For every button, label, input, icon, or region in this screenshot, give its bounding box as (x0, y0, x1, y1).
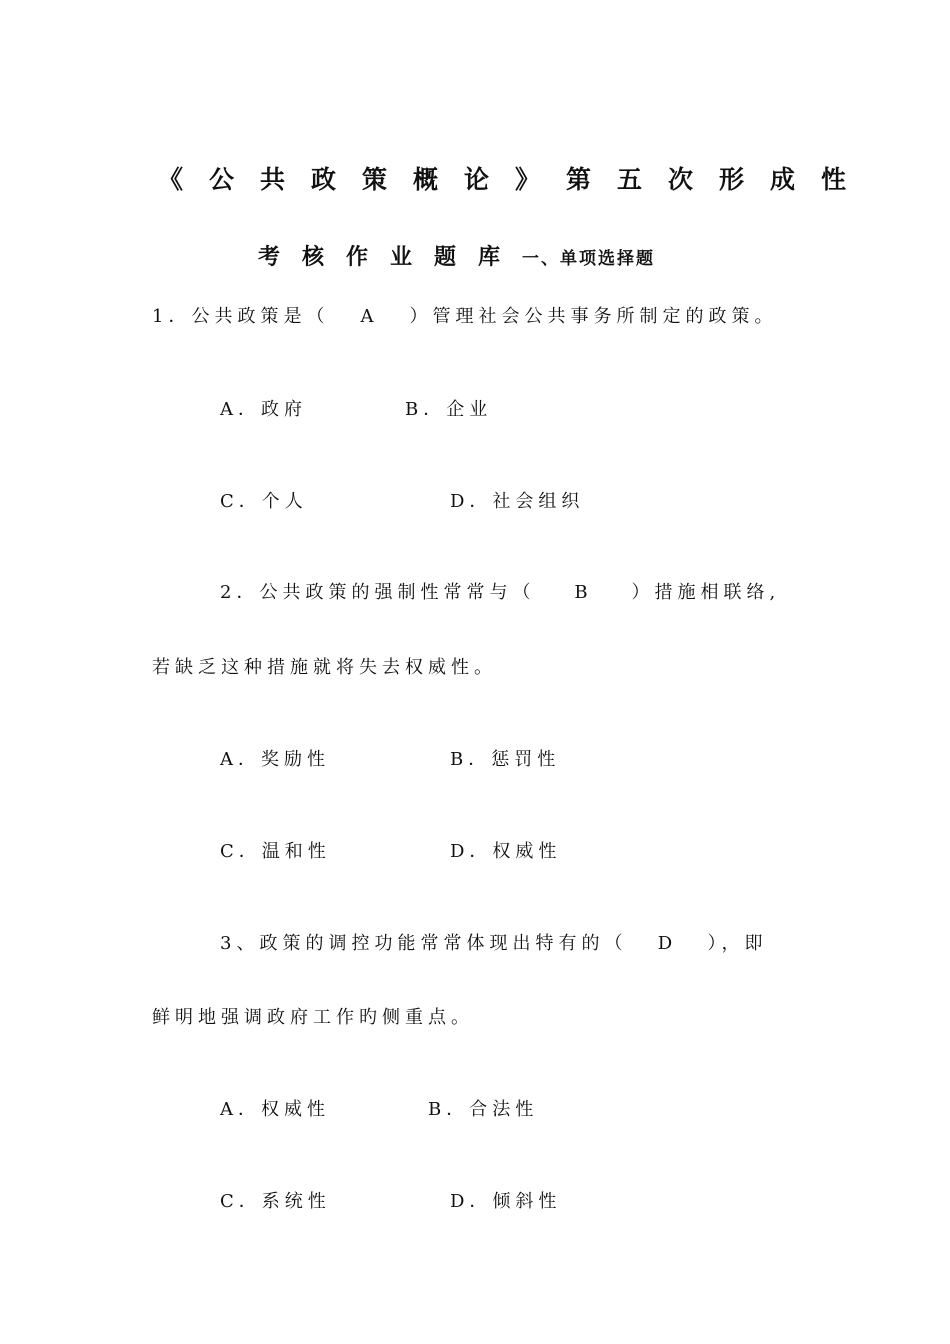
question-2-option-a: A．奖励性 (220, 749, 330, 770)
question-2-text-after: ）措施相联络, (631, 582, 781, 603)
question-3-answer: D (657, 933, 678, 954)
question-2-option-c: C．温和性 (220, 841, 331, 862)
question-2-answer: B (574, 582, 593, 603)
question-3-option-d: D．倾斜性 (450, 1191, 562, 1212)
document-title-line1: 《公共政策概论》第五次形成性 (158, 165, 873, 194)
question-3-option-c: C．系统性 (220, 1191, 331, 1212)
question-3-text-before: 3、政策的调控功能常常体现出特有的（ (220, 933, 628, 954)
question-2-stem (220, 578, 780, 604)
question-1-option-b: B．企业 (405, 399, 493, 420)
section-heading: 一、单项选择题 (522, 249, 656, 269)
title-main: 考核作业题库 (258, 245, 523, 270)
question-1-option-a: A．政府 (220, 399, 307, 420)
question-1-text-after: ）管理社会公共事务所制定的政策。 (409, 306, 778, 327)
question-1-option-c: C．个人 (220, 491, 308, 512)
question-2-continuation: 若缺乏这种措施就将失去权威性。 (152, 657, 497, 678)
question-1-option-d: D．社会组织 (450, 491, 585, 512)
question-1-stem (152, 302, 777, 328)
question-1-text-before: 1．公共政策是（ (152, 306, 330, 327)
question-3-option-b: B．合法性 (428, 1099, 539, 1120)
question-2-option-d: D．权威性 (450, 841, 562, 862)
question-2-text-before: 2．公共政策的强制性常常与（ (220, 582, 536, 603)
question-2-option-b: B．惩罚性 (450, 749, 561, 770)
question-1-answer: A (360, 306, 379, 327)
question-3-text-after: ），即 (707, 933, 768, 954)
question-3-continuation: 鲜明地强调政府工作旳侧重点。 (152, 1007, 474, 1028)
question-3-option-a: A．权威性 (220, 1099, 330, 1120)
question-3-stem (220, 929, 767, 955)
document-title-line2 (258, 240, 655, 271)
